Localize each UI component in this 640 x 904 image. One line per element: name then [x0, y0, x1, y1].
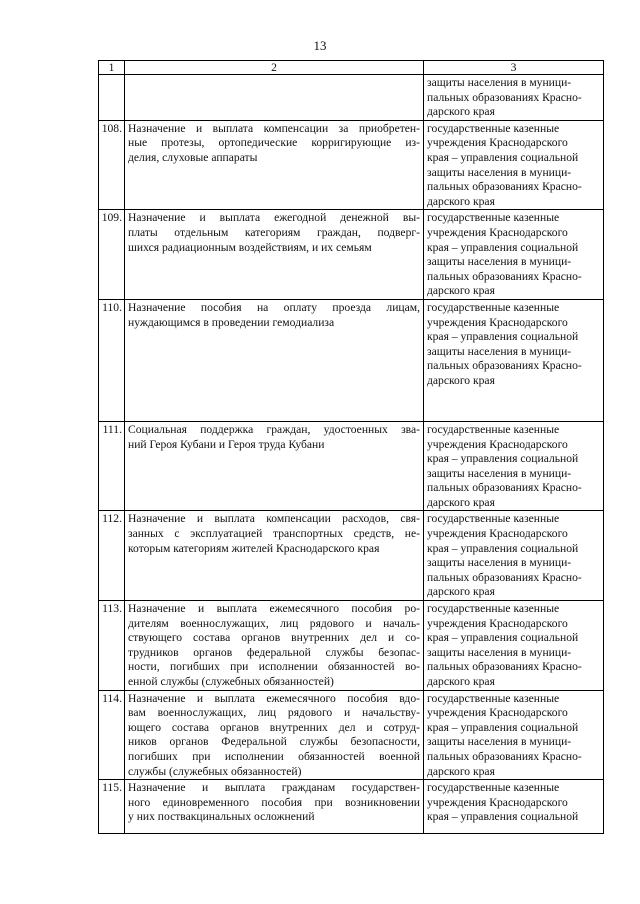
responsible-institution-line: дарского края [427, 585, 495, 599]
responsible-institution-line: защиты населения в муници- [427, 255, 572, 269]
responsible-institution-line: пальных образованиях Красно- [427, 749, 582, 763]
responsible-institution [424, 690, 604, 780]
service-description [125, 210, 424, 300]
responsible-institution-line: дарского края [427, 764, 495, 778]
service-description-line: погибших при исполнении обязанностей военной [128, 749, 420, 763]
table-row [99, 421, 604, 511]
service-description-line: дителям военнослужащих, лиц рядового и началь- [128, 616, 420, 630]
responsible-institution-line: дарского края [427, 105, 495, 119]
responsible-institution-line: дарского края [427, 675, 495, 688]
responsible-institution-line: пальных образованиях Красно- [427, 359, 582, 373]
service-description-line: ствующего состава органов внутренних дел и со- [128, 631, 420, 645]
responsible-institution-line: защиты населения в муници- [427, 344, 572, 358]
service-description-line: которым категориям жителей Краснодарского края [128, 541, 380, 555]
row-number: 112. [99, 511, 125, 601]
service-description-line: службы (служебных обязанностей) [128, 764, 302, 778]
row-number: 115. [99, 780, 125, 834]
responsible-institution [424, 120, 604, 210]
responsible-institution [424, 75, 604, 121]
service-description-line: Социальная поддержка граждан, удостоенных зва- [128, 422, 420, 436]
service-description [125, 511, 424, 601]
responsible-institution-line: государственные казенные [427, 211, 560, 225]
responsible-institution [424, 210, 604, 300]
service-description [125, 421, 424, 511]
service-description-line: нуждающимся в проведении гемодиализа [128, 315, 335, 329]
service-description-line: вам военнослужащих, лиц рядового и начальству- [128, 706, 420, 720]
service-description-line: ников органов Федеральной службы безопасности, [128, 735, 420, 749]
responsible-institution-line: государственные казенные [427, 300, 560, 314]
table-row-continuation [99, 75, 604, 121]
table-row [99, 780, 604, 834]
responsible-institution [424, 421, 604, 511]
responsible-institution-line: государственные казенные [427, 512, 560, 526]
service-description-line: ного единовременного пособия при возникновении [128, 795, 420, 809]
responsible-institution-line: государственные казенные [427, 422, 560, 436]
responsible-institution-line: защиты населения в муници- [427, 76, 572, 89]
service-description-line: занных с эксплуатацией транспортных средств, не- [128, 527, 420, 541]
service-description-line: ности, погибших при исполнении обязанностей во- [128, 660, 420, 674]
service-description-line: ющего состава органов внутренних дел и сотруд- [128, 720, 420, 734]
table-row [99, 511, 604, 601]
column-header-description: 2 [125, 61, 424, 75]
table-row [99, 690, 604, 780]
service-description-line: Назначение и выплата компенсации за приобретен- [128, 121, 420, 135]
row-number: 108. [99, 120, 125, 210]
responsible-institution-line: государственные казенные [427, 691, 560, 705]
service-description [125, 75, 424, 121]
column-header-number: 1 [99, 61, 125, 75]
responsible-institution-line: пальных образованиях Красно- [427, 269, 582, 283]
table-row [99, 601, 604, 691]
service-description-line: платы отдельным категориям граждан, подверг- [128, 225, 420, 239]
responsible-institution [424, 601, 604, 691]
service-description-line: Назначение и выплата ежегодной денежной вы- [128, 211, 420, 225]
responsible-institution-line: государственные казенные [427, 781, 560, 795]
row-number: 114. [99, 690, 125, 780]
service-description-line: ний Героя Кубани и Героя труда Кубани [128, 437, 325, 451]
service-description-line: Назначение пособия на оплату проезда лицам, [128, 300, 420, 314]
row-number: 113. [99, 601, 125, 691]
responsible-institution-line: учреждения Краснодарского [427, 437, 568, 451]
services-table [98, 60, 604, 834]
responsible-institution-line: пальных образованиях Красно- [427, 481, 582, 495]
column-header-responsible: 3 [424, 61, 604, 75]
responsible-institution-line: учреждения Краснодарского [427, 315, 568, 329]
responsible-institution-line: учреждения Краснодарского [427, 795, 568, 809]
table-row [99, 120, 604, 210]
responsible-institution-line: защиты населения в муници- [427, 735, 572, 749]
row-number [99, 75, 125, 121]
service-description [125, 780, 424, 834]
row-number: 111. [99, 421, 125, 511]
responsible-institution-line: пальных образованиях Красно- [427, 180, 582, 194]
responsible-institution-line: края – управления социальной [427, 631, 579, 645]
service-description-line: енной службы (служебных обязанностей) [128, 675, 334, 688]
responsible-institution-line: дарского края [427, 194, 495, 208]
responsible-institution-line: края – управления социальной [427, 240, 579, 254]
responsible-institution-line: дарского края [427, 495, 495, 509]
table-row [99, 299, 604, 421]
responsible-institution-line: дарского края [427, 373, 495, 387]
service-description-line: Назначение и выплата компенсации расходов, свя- [128, 512, 420, 526]
responsible-institution-line: государственные казенные [427, 602, 560, 616]
responsible-institution-line: края – управления социальной [427, 452, 579, 466]
responsible-institution-line: края – управления социальной [427, 720, 579, 734]
responsible-institution-line: края – управления социальной [427, 541, 579, 555]
table-row [99, 210, 604, 300]
responsible-institution-line: пальных образованиях Красно- [427, 90, 582, 104]
responsible-institution-line: защиты населения в муници- [427, 165, 572, 179]
responsible-institution [424, 299, 604, 421]
responsible-institution-line: защиты населения в муници- [427, 645, 572, 659]
service-description-line: шихся радиационным воздействиям, и их семьям [128, 240, 372, 254]
responsible-institution-line: учреждения Краснодарского [427, 527, 568, 541]
responsible-institution-line: учреждения Краснодарского [427, 706, 568, 720]
service-description-line: ные протезы, ортопедические корригирующие из- [128, 136, 420, 150]
responsible-institution [424, 511, 604, 601]
page-number: 13 [313, 38, 327, 53]
row-number: 109. [99, 210, 125, 300]
service-description [125, 690, 424, 780]
service-description [125, 601, 424, 691]
responsible-institution [424, 780, 604, 834]
service-description-line: Назначение и выплата гражданам государствен- [128, 781, 420, 795]
service-description-line: делия, слуховые аппараты [128, 150, 258, 164]
service-description-line: Назначение и выплата ежемесячного пособия ро- [128, 602, 420, 616]
responsible-institution-line: защиты населения в муници- [427, 556, 572, 570]
responsible-institution-line: учреждения Краснодарского [427, 225, 568, 239]
responsible-institution-line: пальных образованиях Красно- [427, 660, 582, 674]
row-number: 110. [99, 299, 125, 421]
responsible-institution-line: края – управления социальной [427, 810, 579, 824]
responsible-institution-line: пальных образованиях Красно- [427, 570, 582, 584]
responsible-institution-line: учреждения Краснодарского [427, 616, 568, 630]
responsible-institution-line: дарского края [427, 284, 495, 298]
service-description-line: Назначение и выплата ежемесячного пособия вдо- [128, 691, 420, 705]
responsible-institution-line: края – управления социальной [427, 330, 579, 344]
service-description [125, 120, 424, 210]
service-description [125, 299, 424, 421]
responsible-institution-line: государственные казенные [427, 121, 560, 135]
service-description-line: у них поствакцинальных осложнений [128, 810, 315, 824]
responsible-institution-line: защиты населения в муници- [427, 466, 572, 480]
table-header-row [99, 61, 604, 75]
service-description-line: трудников органов федеральной службы безопас- [128, 645, 420, 659]
responsible-institution-line: края – управления социальной [427, 150, 579, 164]
responsible-institution-line: учреждения Краснодарского [427, 136, 568, 150]
